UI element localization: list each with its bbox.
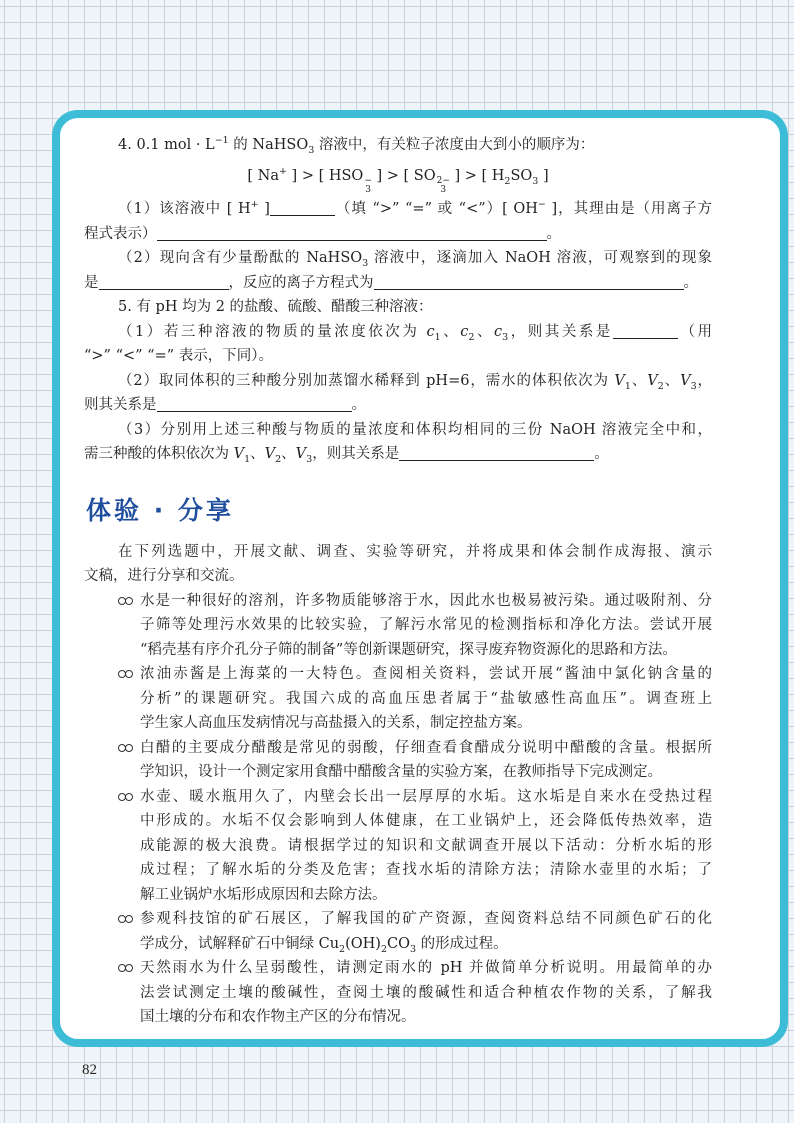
text-run: 成能源的极大浪费。请根据学过的知识和文献调查开展以下活动：分析水垢的形	[140, 837, 712, 854]
subscript: 2	[380, 943, 387, 955]
text-run: ] > [ H	[449, 167, 505, 184]
text-run: 。	[351, 397, 366, 413]
text-run: ，	[696, 372, 713, 389]
text-run: 中形成的。水垢不仅会影响到人体健康，在工业锅炉上，还会降低传热效率，造	[140, 813, 712, 829]
text-line	[84, 981, 712, 1006]
answer-blank	[157, 395, 352, 412]
subscript: 2	[339, 943, 346, 955]
italic-variable: V	[233, 446, 245, 462]
text-run: 。	[594, 446, 609, 462]
italic-variable: V	[264, 446, 276, 462]
subscript: 3	[306, 454, 313, 465]
italic-variable: V	[614, 372, 625, 389]
text-run: 。	[683, 274, 698, 291]
italic-variable: c	[494, 323, 503, 340]
text-run: 、	[250, 446, 265, 462]
text-run: 、	[663, 372, 681, 389]
text-run: 水壶、暖水瓶用久了，内壁会长出一层厚厚的水垢。这水垢是自来水在受热过程	[140, 788, 712, 805]
paragraph	[84, 369, 712, 418]
answer-blank	[270, 199, 335, 216]
text-run: （3）分别用上述三种酸与物质的量浓度和体积均相同的三份 NaOH 溶液完全中和，	[118, 421, 712, 438]
italic-variable: c	[426, 323, 435, 340]
text-line	[84, 442, 712, 467]
text-run: ] > [ SO	[371, 167, 436, 184]
paragraph	[84, 197, 712, 246]
text-run: ，反应的离子方程式为	[228, 274, 374, 291]
subscript: 3	[409, 943, 417, 955]
subscript: 3	[308, 145, 315, 156]
text-run: 文稿，进行分享和交流。	[84, 568, 244, 584]
subscript: 3	[440, 184, 447, 195]
italic-variable: V	[295, 446, 307, 462]
text-run: 的形成过程。	[416, 935, 508, 952]
text-run: 天然雨水为什么呈弱酸性，请测定雨水的 pH 并做简单分析说明。用最简单的办	[140, 960, 712, 976]
text-run: 学成分，试解释矿石中铜绿 Cu	[140, 935, 340, 952]
superscript: −	[537, 199, 546, 210]
answer-blank	[613, 322, 678, 339]
exercises-section	[84, 133, 712, 467]
answer-blank	[99, 273, 229, 290]
text-line	[84, 809, 712, 834]
bullet-item	[84, 785, 712, 908]
text-line	[84, 344, 712, 369]
page-number: 82	[82, 1062, 97, 1078]
subscript: 1	[624, 380, 631, 392]
text-line	[84, 711, 712, 736]
sub-superscript	[364, 177, 372, 195]
text-line	[84, 736, 712, 761]
superscript: −1	[214, 135, 229, 146]
text-run: （1）若三种溶液的物质的量浓度依次为	[118, 323, 427, 340]
text-run: 分析”的课题研究。我国六成的高血压患者属于“盐敏感性高血压”。调查班上	[140, 690, 712, 707]
text-run: （2）现向含有少量酚酞的 NaHSO	[118, 250, 363, 266]
text-run: 成过程；了解水垢的分类及危害；查找水垢的清除方法；清除水壶里的水垢；了	[140, 862, 712, 878]
text-run: ]	[538, 167, 549, 184]
double-ring-bullet-icon	[118, 597, 136, 606]
text-line	[84, 1005, 712, 1030]
text-line	[84, 613, 712, 638]
text-line	[84, 858, 712, 883]
text-line	[84, 834, 712, 859]
bullet-item	[84, 907, 712, 956]
bullet-item	[84, 662, 712, 736]
text-line	[84, 295, 712, 320]
subscript: 3	[532, 175, 539, 187]
text-line	[84, 638, 712, 663]
text-line	[84, 369, 712, 394]
text-line	[84, 662, 712, 687]
subscript: 1	[244, 454, 251, 465]
formula	[84, 164, 712, 195]
text-run: 。	[546, 225, 561, 242]
text-run: 是	[84, 274, 99, 291]
double-ring-bullet-icon	[118, 744, 136, 753]
text-run: [ Na	[247, 167, 279, 184]
text-run: ]	[258, 201, 270, 217]
text-line	[84, 760, 712, 785]
superscript: −	[364, 175, 372, 186]
superscript: 2−	[436, 175, 450, 186]
text-run: 浓油赤酱是上海菜的一大特色。查阅相关资料，尝试开展“酱油中氯化钠含量的	[140, 666, 712, 682]
text-run: “>” “<” “=” 表示，下同）。	[84, 348, 274, 364]
subscript: 3	[365, 184, 371, 195]
text-line	[84, 956, 712, 981]
italic-variable: V	[647, 372, 658, 389]
text-run: 解工业锅炉水垢形成原因和去除方法。	[140, 886, 387, 903]
text-run: （用	[677, 323, 713, 340]
subscript: 2	[504, 175, 511, 187]
text-run: 溶液中，逐滴加入 NaOH 溶液，可观察到的现象	[368, 250, 712, 266]
double-ring-bullet-icon	[118, 793, 136, 802]
text-line	[84, 222, 712, 247]
text-run: （填 “>” “=” 或 “<”）[ OH	[334, 201, 538, 217]
superscript: +	[250, 199, 259, 210]
text-run: 4. 0.1 mol · L	[118, 137, 215, 153]
text-run: 程式表示）	[84, 225, 157, 242]
text-line	[84, 164, 712, 195]
text-run: ]，其理由是（用离子方	[545, 201, 713, 217]
share-section	[84, 540, 712, 1030]
paragraph	[84, 418, 712, 467]
text-run: 、	[440, 323, 461, 340]
double-ring-bullet-icon	[118, 670, 136, 679]
text-line	[84, 393, 712, 418]
text-run: （2）取同体积的三种酸分别加蒸馏水稀释到 pH=6，需水的体积依次为	[118, 372, 615, 389]
text-run: 水是一种很好的溶剂，许多物质能够溶于水，因此水也极易被污染。通过吸附剂、分	[140, 592, 712, 609]
paragraph	[84, 133, 712, 158]
double-ring-bullet-icon	[118, 915, 136, 924]
superscript: +	[278, 165, 287, 177]
text-run: 溶液中，有关粒子浓度由大到小的顺序为：	[314, 137, 595, 153]
subscript: 2	[657, 380, 664, 392]
italic-variable: V	[680, 372, 691, 389]
text-run: ，则其关系是	[312, 446, 400, 462]
text-line	[84, 932, 712, 957]
sub-superscript	[437, 177, 450, 195]
paragraph	[84, 246, 712, 295]
answer-blank	[374, 273, 684, 290]
text-run: 参观科技馆的矿石展区，了解我国的矿产资源，查阅资料总结不同颜色矿石的化	[140, 911, 712, 927]
text-run: 则其关系是	[84, 397, 157, 413]
subscript: 2	[468, 331, 475, 343]
text-run: (OH)	[345, 935, 381, 952]
text-line	[84, 785, 712, 810]
text-line	[84, 883, 712, 908]
text-line	[84, 133, 712, 158]
text-line	[84, 320, 712, 345]
bullet-item	[84, 736, 712, 785]
bullet-item	[84, 589, 712, 663]
paragraph	[84, 295, 712, 320]
double-ring-bullet-icon	[118, 964, 136, 973]
text-run: 学知识，设计一个测定家用食醋中醋酸含量的实验方案，在教师指导下完成测定。	[140, 764, 662, 780]
text-line	[84, 271, 712, 296]
content-card	[52, 110, 788, 1047]
text-line	[84, 540, 712, 565]
paragraph	[84, 540, 712, 589]
section-heading: 体验 · 分享	[86, 495, 234, 525]
text-line	[84, 564, 712, 589]
answer-blank	[399, 444, 594, 461]
text-line	[84, 687, 712, 712]
paragraph	[84, 320, 712, 369]
bullet-item	[84, 956, 712, 1030]
text-run: 国土壤的分布和农作物主产区的分布情况。	[140, 1009, 416, 1025]
subscript: 3	[690, 380, 697, 392]
subscript: 1	[434, 331, 441, 343]
text-run: 5. 有 pH 均为 2 的盐酸、硫酸、醋酸三种溶液：	[118, 299, 433, 315]
text-run: “稻壳基有序介孔分子筛的制备”等创新课题研究，探寻废弃物资源化的思路和方法。	[140, 641, 677, 658]
text-run: 、	[281, 446, 296, 462]
text-line	[84, 197, 712, 222]
text-run: （1）该溶液中 [ H	[118, 201, 251, 217]
text-run: ，则其关系是	[508, 323, 613, 340]
subscript: 2	[275, 454, 282, 465]
text-line	[84, 907, 712, 932]
text-run: 、	[474, 323, 495, 340]
text-run: 白醋的主要成分醋酸是常见的弱酸，仔细查看食醋成分说明中醋酸的含量。根据所	[140, 739, 712, 756]
text-line	[84, 589, 712, 614]
text-run: 学生家人高血压发病情况与高盐摄入的关系，制定控盐方案。	[140, 715, 532, 731]
text-run: 法尝试测定土壤的酸碱性，查阅土壤的酸碱性和适合种植农作物的关系，了解我	[140, 984, 712, 1001]
text-run: CO	[387, 935, 410, 952]
italic-variable: c	[460, 323, 469, 340]
subscript: 3	[362, 258, 369, 269]
text-run: ] > [ HSO	[286, 167, 364, 184]
text-run: 、	[630, 372, 648, 389]
answer-blank	[157, 224, 547, 241]
text-run: SO	[510, 167, 533, 184]
text-run: 需三种酸的体积依次为	[84, 446, 234, 462]
text-run: 子筛等处理污水效果的比较实验，了解污水常见的检测指标和净化方法。尝试开展	[140, 617, 712, 633]
text-line	[84, 418, 712, 443]
subscript: 3	[502, 331, 509, 343]
text-run: 的 NaHSO	[228, 137, 309, 153]
text-line	[84, 246, 712, 271]
text-run: 在下列选题中，开展文献、调查、实验等研究，并将成果和体会制作成海报、演示	[118, 543, 712, 560]
